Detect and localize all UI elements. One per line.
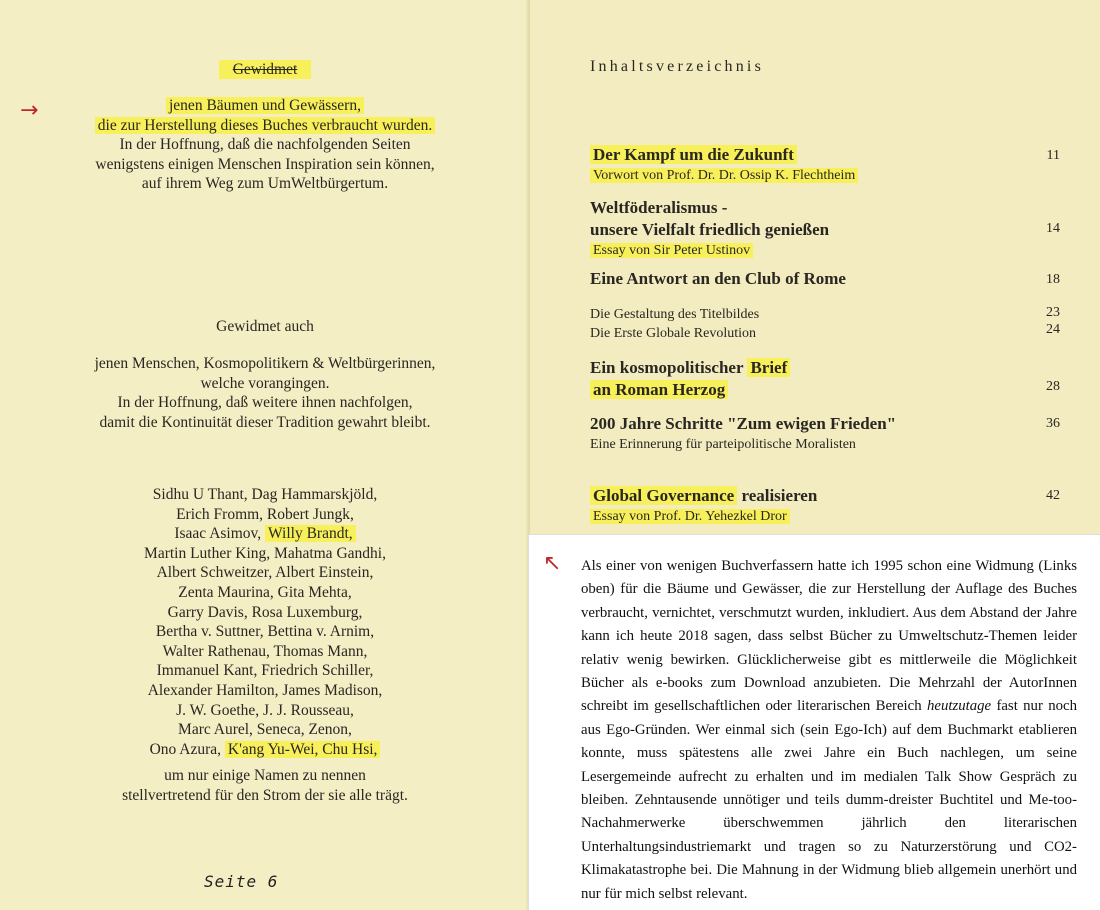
toc-entry xyxy=(590,268,1060,290)
toc-entry-title: 200 Jahre Schritte "Zum ewigen Frieden" xyxy=(590,414,897,433)
dedication-line: In der Hoffnung, daß die nachfolgenden Seiten xyxy=(119,136,411,153)
dedication-also-line: jenen Menschen, Kosmopolitikern & Weltbürgerinnen, xyxy=(94,355,436,372)
toc-entry xyxy=(590,413,1060,454)
names-line: Marc Aurel, Seneca, Zenon, xyxy=(178,721,352,739)
toc-entry-subtitle: Die Erste Globale Revolution xyxy=(590,326,757,341)
red-arrow-right-icon: → xyxy=(20,98,39,123)
annotation-note-text: Als einer von wenigen Buchverfassern hatte ich 1995 schon eine Widmung (Links oben) für die Bäume und Gewässer, die zur Herstellung der Auflage des Buches verbraucht, vernichtet, verschmutzt wurden, inkludiert. Aus dem Abstand der Jahre kann ich heute 2018 sagen, dass selbst Bücher zu Umweltschutz-Themen leider relativ wenig bewirken. Glücklicherweise gibt es mittlerweile die Möglichkeit Bücher als e-books zum Download anzubieten. Die Mehrzahl der AutorInnen schreibt im gesellschaftlichen oder literarischen Bereich heutzutage fast nur noch aus Ego-Gründen. Wer einmal sich (sein Ego-Ich) auf dem Buchmarkt etablieren konnte, muss spätestens alle zwei Jahre ein Buch nachlegen, um seine Lesergemeinde aufrecht zu erhalten und im medialen Talk Show Gespräch zu bleiben. Zehntausende unnötiger und teils dumm-dreister Buchtitel und Me-too-Nachahmerwerke überschwemmen jährlich den literarischen Unterhaltungsindustriemarkt und tragen so zu Naturzerstörung und CO2-Klimakatastrophe bei. Die Mahnung in der Widmung blieb allgemein unerhört und nur für mich selbst relevant. xyxy=(581,558,1077,902)
toc-entry-subtitle: Eine Erinnerung für parteipolitische Moralisten xyxy=(590,437,856,452)
closing-line: um nur einige Namen zu nennen xyxy=(164,767,366,784)
handwritten-page-number: Seite 6 xyxy=(204,872,279,891)
toc-page-number: 11 xyxy=(1046,148,1060,163)
dedication-line: auf ihrem Weg zum UmWeltbürgertum. xyxy=(141,175,389,192)
names-line: Walter Rathenau, Thomas Mann, xyxy=(162,642,368,660)
toc-entry-title: Der Kampf um die Zukunft xyxy=(590,145,797,164)
names-line: Garry Davis, Rosa Luxemburg, xyxy=(167,603,363,621)
names-list xyxy=(0,485,530,759)
toc-entry-author: Essay von Sir Peter Ustinov xyxy=(590,243,753,258)
dedication-also-title: Gewidmet auch xyxy=(216,318,314,335)
toc-entry-author: Essay von Prof. Dr. Yehezkel Dror xyxy=(590,509,790,524)
dedication-also-line: In der Hoffnung, daß weitere ihnen nachfolgen, xyxy=(117,394,413,411)
dedication-line: wenigstens einigen Menschen Inspiration sein können, xyxy=(95,155,435,173)
toc-entry xyxy=(590,197,1060,260)
toc-entry xyxy=(590,305,1060,343)
toc-entry-title: unsere Vielfalt friedlich genießen xyxy=(590,220,830,239)
closing-line: stellvertretend für den Strom der sie alle trägt. xyxy=(122,786,408,804)
toc-entry-title: Weltföderalismus - xyxy=(590,198,728,217)
toc-heading: Inhaltsverzeichnis xyxy=(590,58,764,75)
toc-page-number: 36 xyxy=(1046,416,1060,431)
left-book-page xyxy=(0,0,530,910)
toc-page-number: 14 xyxy=(1046,221,1060,236)
closing-text xyxy=(0,766,530,805)
dedication-line: jenen Bäumen und Gewässern, xyxy=(0,96,530,116)
toc-page-number: 18 xyxy=(1046,272,1060,287)
toc-page-number: 42 xyxy=(1046,488,1060,503)
names-line: Zenta Maurina, Gita Mehta, xyxy=(178,583,352,601)
dedication-also-text xyxy=(0,354,530,432)
names-line: Alexander Hamilton, James Madison, xyxy=(147,681,383,699)
toc-entry-subtitle: Die Gestaltung des Titelbildes xyxy=(590,307,760,322)
names-line: Isaac Asimov, Willy Brandt, xyxy=(0,524,530,544)
highlighted-name: K'ang Yu-Wei, Chu Hsi, xyxy=(225,741,381,758)
toc-entry-author: Prof. Dr. Dr. Ossip K. Flechtheim xyxy=(666,168,856,183)
dedication-title: Gewidmet xyxy=(0,60,530,80)
dedication-also-line: damit die Kontinuität dieser Tradition gewahrt bleibt. xyxy=(99,413,431,431)
highlighted-name: Willy Brandt, xyxy=(265,525,356,542)
toc-page-number: 23 xyxy=(1046,305,1060,320)
red-arrow-up-left-icon: ↖ xyxy=(543,551,562,576)
toc-entry: Ein kosmopolitischer Brief an Roman Herzog 28 xyxy=(590,358,1060,399)
dedication-line: die zur Herstellung dieses Buches verbraucht wurden. xyxy=(0,116,530,136)
annotation-note-box xyxy=(528,534,1100,910)
toc-page-number: 28 xyxy=(1046,379,1060,394)
names-line: Immanuel Kant, Friedrich Schiller, xyxy=(156,662,374,680)
names-line: Sidhu U Thant, Dag Hammarskjöld, xyxy=(152,486,378,503)
names-line: Ono Azura, K'ang Yu-Wei, Chu Hsi, xyxy=(0,740,530,760)
toc-entry: Global Governance realisieren Essay von Prof. Dr. Yehezkel Dror 42 xyxy=(590,485,1060,526)
names-line: Martin Luther King, Mahatma Gandhi, xyxy=(144,544,386,562)
names-line: J. W. Goethe, J. J. Rousseau, xyxy=(176,701,354,719)
names-line: Albert Schweitzer, Albert Einstein, xyxy=(156,564,374,582)
names-line: Erich Fromm, Robert Jungk, xyxy=(176,505,354,523)
toc-entry: Der Kampf um die Zukunft Vorwort von Prof. Dr. Dr. Ossip K. Flechtheim 11 xyxy=(590,144,1060,185)
toc-page-number: 24 xyxy=(1046,322,1060,337)
toc-entry-title: an Roman Herzog xyxy=(590,380,728,399)
dedication-text xyxy=(0,96,530,194)
names-line: Bertha v. Suttner, Bettina v. Arnim, xyxy=(155,623,375,641)
toc-entry-title: Eine Antwort an den Club of Rome xyxy=(590,269,846,288)
dedication-also-line: welche vorangingen. xyxy=(200,374,330,392)
